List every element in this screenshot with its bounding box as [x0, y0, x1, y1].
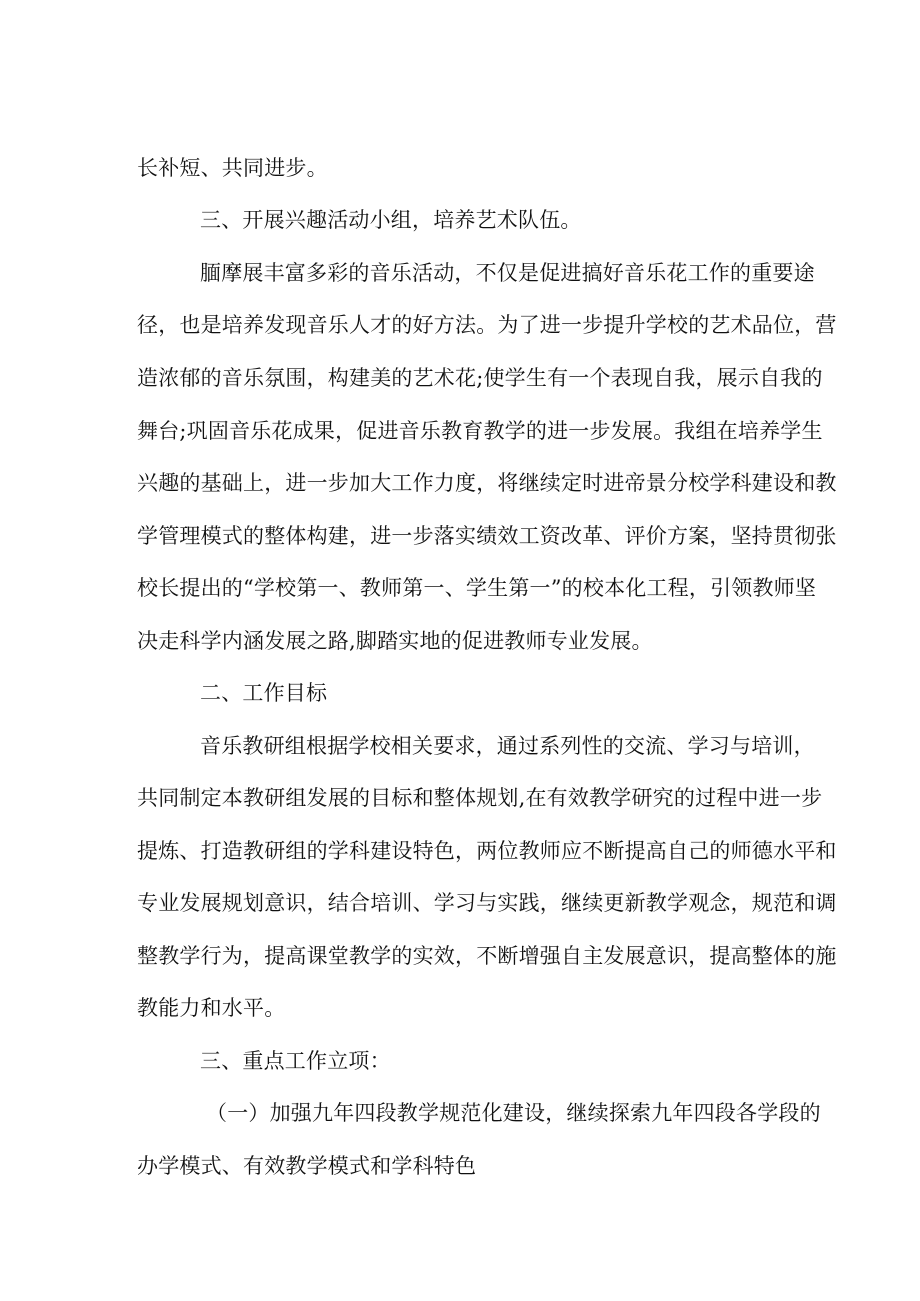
paragraph-line: 学管理模式的整体构建，进一步落实绩效工资改革、评价方案，坚持贯彻张	[137, 524, 837, 548]
paragraph-line: 径，也是培养发现音乐人才的好方法。为了进一步提升学校的艺术品位，营	[137, 313, 837, 337]
paragraph-line: 造浓郁的音乐氛围，构建美的艺术花;使学生有一个表现自我，展示自我的	[137, 366, 823, 390]
section-heading-activity-groups: 三、开展兴趣活动小组，培养艺术队伍。	[200, 208, 582, 232]
paragraph-line: 舞台;巩固音乐花成果，促进音乐教育教学的进一步发展。我组在培养学生	[137, 419, 823, 443]
paragraph-line: 兴趣的基础上，进一步加大工作力度，将继续定时进帝景分校学科建设和教	[137, 471, 837, 495]
paragraph-line: 整教学行为，提高课堂教学的实效，不断增强自主发展意识，提高整体的施	[137, 944, 837, 968]
paragraph-line: 提炼、打造教研组的学科建设特色，两位教师应不断提高自己的师德水平和	[137, 839, 837, 863]
paragraph-line: （一）加强九年四段教学规范化建设，继续探索九年四段各学段的	[206, 1101, 821, 1125]
paragraph-line: 音乐教研组根据学校相关要求，通过系列性的交流、学习与培训，	[200, 734, 815, 758]
paragraph-line: 腼摩展丰富多彩的音乐活动，不仅是促进搞好音乐花工作的重要途	[200, 261, 815, 285]
paragraph-line: 长补短、共同进步。	[137, 156, 328, 180]
paragraph-line: 决走科学内涵发展之路,脚踏实地的促进教师专业发展。	[137, 629, 653, 653]
section-heading-work-goals: 二、工作目标	[200, 681, 328, 705]
paragraph-line: 办学模式、有效教学模式和学科特色	[137, 1154, 477, 1178]
paragraph-line: 教能力和水平。	[137, 996, 286, 1020]
section-heading-key-projects: 三、重点工作立项：	[200, 1049, 391, 1073]
paragraph-line: 共同制定本教研组发展的目标和整体规划,在有效教学研究的过程中进一步	[137, 786, 823, 810]
paragraph-line: 专业发展规划意识，结合培训、学习与实践，继续更新教学观念，规范和调	[137, 891, 837, 915]
paragraph-line: 校长提出的“学校第一、教师第一、学生第一”的校本化工程，引领教师坚	[137, 576, 817, 600]
